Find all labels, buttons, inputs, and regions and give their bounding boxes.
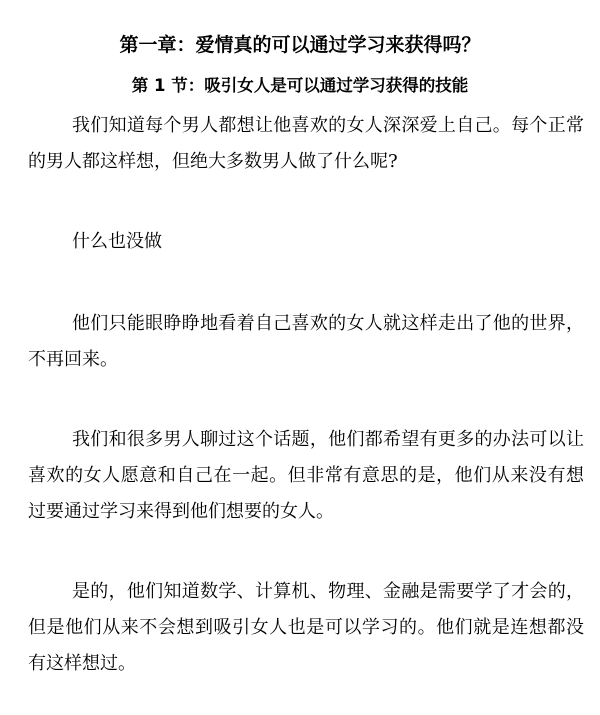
paragraph: 是的，他们知道数学、计算机、物理、金融是需要学了才会的，但是他们从来不会想到吸引女人也是可以学习的。他们就是连想都没有这样想过。 bbox=[28, 581, 584, 674]
section-title: 第 1 节：吸引女人是可以通过学习获得的技能 bbox=[131, 76, 469, 95]
paragraph: 什么也没做 bbox=[72, 231, 162, 252]
paragraph: 我们知道每个男人都想让他喜欢的女人深深爱上自己。每个正常的男人都这样想，但绝大多数男人做了什么呢? bbox=[28, 115, 584, 172]
chapter-title: 第一章：爱情真的可以通过学习来获得吗？ bbox=[119, 34, 481, 56]
paragraph: 我们和很多男人聊过这个话题，他们都希望有更多的办法可以让喜欢的女人愿意和自己在一起。但非常有意思的是，他们从来没有想过要通过学习来得到他们想要的女人。 bbox=[28, 429, 584, 522]
paragraph: 他们只能眼睁睁地看着自己喜欢的女人就这样走出了他的世界，不再回来。 bbox=[28, 313, 584, 370]
